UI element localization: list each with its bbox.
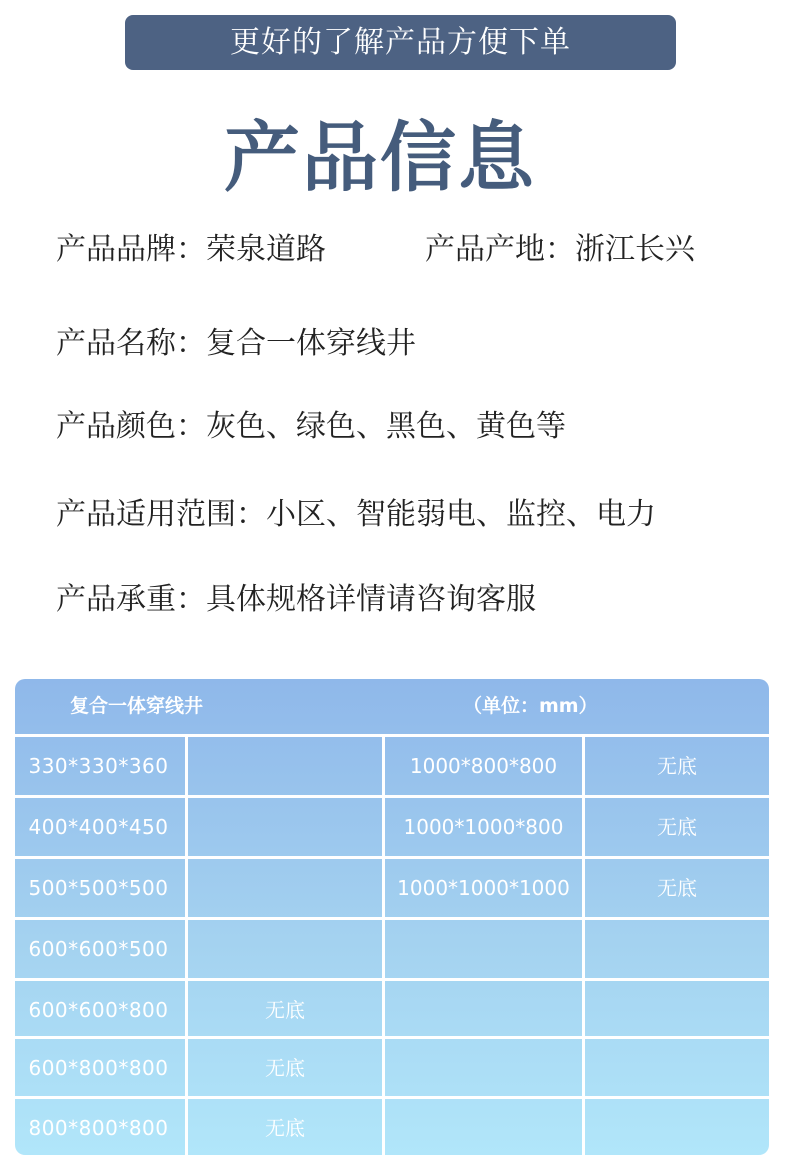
info-load	[56, 580, 536, 620]
table-cell-note	[582, 1039, 769, 1096]
table-row	[15, 734, 769, 795]
table-cell-note	[185, 798, 382, 856]
info-origin	[425, 230, 695, 270]
info-name-value: 复合一体穿线井	[206, 326, 416, 361]
table-cell-size: 600*800*800	[28, 1056, 169, 1080]
table-cell-note	[582, 981, 769, 1036]
info-color	[56, 407, 566, 447]
spec-table-header	[15, 679, 769, 734]
info-name	[56, 324, 416, 364]
spec-table-header-unit: （单位：mm）	[463, 695, 598, 717]
table-cell-note	[582, 1099, 769, 1155]
table-cell-note: 无底	[582, 737, 769, 795]
info-load-value: 具体规格详情请咨询客服	[206, 582, 536, 617]
table-cell-size: 1000*1000*800	[382, 798, 582, 856]
table-cell-note: 无底	[582, 798, 769, 856]
info-load-label: 产品承重：	[56, 582, 206, 617]
info-origin-value: 浙江长兴	[575, 232, 695, 267]
info-brand-label: 产品品牌：	[56, 232, 206, 267]
table-cell-note	[185, 920, 382, 978]
info-brand	[56, 230, 326, 270]
table-cell-note: 无底	[582, 859, 769, 917]
table-cell-size: 400*400*450	[28, 815, 169, 839]
table-cell-size: 1000*800*800	[382, 737, 582, 795]
info-color-value: 灰色、绿色、黑色、黄色等	[206, 409, 566, 444]
table-row	[15, 1096, 769, 1155]
table-cell-size	[382, 920, 582, 978]
table-cell-size: 330*330*360	[28, 754, 169, 778]
page-title: 产品信息	[224, 113, 536, 202]
table-cell-size: 600*600*500	[28, 937, 169, 961]
table-cell-note: 无底	[185, 1099, 382, 1155]
table-row	[15, 856, 769, 917]
table-cell-size	[382, 981, 582, 1036]
table-cell-size	[382, 1039, 582, 1096]
table-cell-size	[382, 1099, 582, 1155]
table-cell-size: 600*600*800	[28, 998, 169, 1022]
table-cell-note: 无底	[185, 981, 382, 1036]
header-banner: 更好的了解产品方便下单	[125, 15, 676, 70]
info-scope-value: 小区、智能弱电、监控、电力	[266, 497, 656, 532]
table-row	[15, 917, 769, 978]
table-cell-note	[185, 737, 382, 795]
table-cell-note: 无底	[185, 1039, 382, 1096]
spec-table	[15, 679, 769, 1155]
info-scope-label: 产品适用范围：	[56, 497, 266, 532]
table-row	[15, 795, 769, 856]
table-cell-size: 500*500*500	[28, 876, 169, 900]
table-cell-size: 800*800*800	[28, 1116, 169, 1140]
table-cell-size: 1000*1000*1000	[382, 859, 582, 917]
info-color-label: 产品颜色：	[56, 409, 206, 444]
info-origin-label: 产品产地：	[425, 232, 575, 267]
spec-table-header-title: 复合一体穿线井	[70, 695, 204, 717]
info-brand-value: 荣泉道路	[206, 232, 326, 267]
table-row	[15, 1036, 769, 1096]
table-row	[15, 978, 769, 1036]
info-scope	[56, 495, 656, 535]
table-cell-note	[185, 859, 382, 917]
info-name-label: 产品名称：	[56, 326, 206, 361]
table-cell-note	[582, 920, 769, 978]
